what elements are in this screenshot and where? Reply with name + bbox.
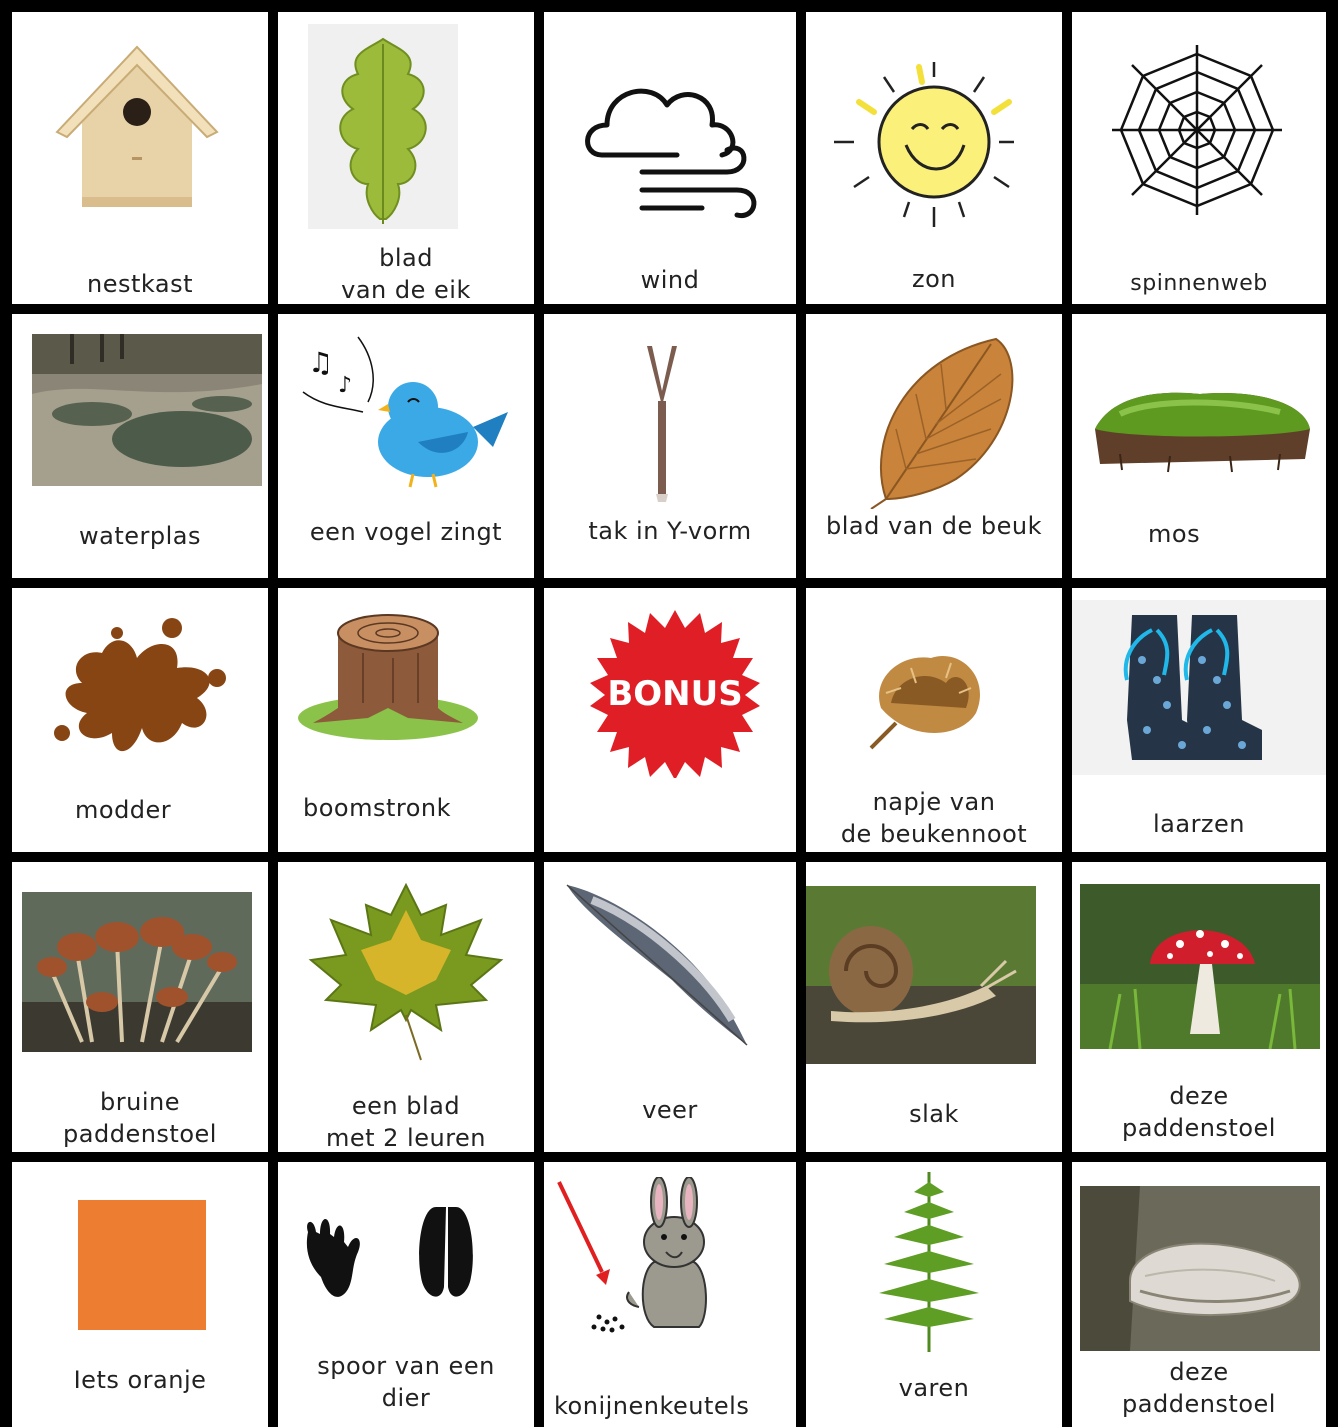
rabbit-droppings-icon	[554, 1177, 729, 1352]
card-label: nestkast	[87, 270, 193, 298]
card-label: spinnenweb	[1130, 271, 1268, 296]
card-beuk	[806, 314, 1062, 578]
card-zon	[806, 12, 1062, 304]
card-blad-leuren	[278, 862, 534, 1152]
card-label: een vogel zingt	[309, 518, 503, 546]
card-spinnenweb	[1072, 12, 1326, 304]
brown-mushrooms-icon	[22, 892, 252, 1052]
card-label: blad van de eik	[341, 244, 471, 304]
orange-square-icon	[78, 1200, 206, 1330]
card-waterplas	[12, 314, 268, 578]
oak-leaf-icon	[308, 24, 458, 229]
spiderweb-icon	[1107, 40, 1287, 220]
card-iets-oranje	[12, 1162, 268, 1427]
mud-splat-icon	[42, 613, 232, 763]
animal-tracks-icon	[296, 1192, 496, 1307]
card-wind	[544, 12, 796, 304]
snail-icon	[806, 886, 1036, 1064]
bonus-badge-icon	[590, 608, 760, 778]
tree-stump-icon	[293, 608, 483, 743]
svg-text:♫: ♫	[308, 346, 334, 379]
card-spoor	[278, 1162, 534, 1427]
card-label: bruine paddenstoel	[63, 1088, 217, 1148]
card-vogel	[278, 314, 534, 578]
card-label: varen	[898, 1374, 970, 1402]
feather-icon	[562, 880, 752, 1050]
card-label: blad van de beuk	[826, 512, 1042, 540]
card-label: deze paddenstoel	[1122, 1358, 1276, 1418]
moss-icon	[1090, 384, 1315, 474]
card-deze-paddenstoel-1	[1072, 862, 1326, 1152]
card-bonus[interactable]	[544, 588, 796, 852]
card-label: boomstronk	[303, 794, 452, 822]
card-blad-eik	[278, 12, 534, 304]
beechnut-husk-icon	[861, 638, 1001, 758]
bonus-badge-text: BONUS	[607, 674, 743, 714]
card-label: napje van de beukennoot	[840, 788, 1028, 848]
card-label: konijnenkeutels	[554, 1392, 750, 1420]
card-boomstronk	[278, 588, 534, 852]
card-label: zon	[912, 265, 956, 293]
card-label: slak	[909, 1100, 959, 1128]
card-modder	[12, 588, 268, 852]
beech-leaf-icon	[826, 319, 1046, 509]
card-label: modder	[75, 796, 172, 824]
card-label: tak in Y-vorm	[588, 517, 752, 545]
card-label: waterplas	[79, 522, 201, 550]
puddle-photo-icon	[32, 334, 262, 486]
card-slak	[806, 862, 1062, 1152]
card-label: wind	[640, 266, 700, 294]
card-napje	[806, 588, 1062, 852]
wind-cloud-icon	[582, 60, 762, 230]
fly-agaric-icon	[1080, 884, 1320, 1049]
smiling-sun-icon	[824, 57, 1024, 232]
card-label: een blad met 2 leuren	[325, 1092, 487, 1152]
card-nestkast	[12, 12, 268, 304]
y-branch-icon	[642, 346, 682, 506]
card-konijnenkeutels	[544, 1162, 796, 1427]
card-label: veer	[642, 1096, 698, 1124]
singing-bird-icon	[298, 332, 513, 492]
card-label: spoor van een dier	[317, 1352, 495, 1412]
card-tak	[544, 314, 796, 578]
card-label: Iets oranje	[73, 1366, 207, 1394]
card-label: deze paddenstoel	[1122, 1082, 1276, 1142]
card-deze-paddenstoel-2	[1072, 1162, 1326, 1427]
bracket-fungus-icon	[1080, 1186, 1320, 1351]
birdhouse-icon	[42, 37, 232, 217]
fern-icon	[854, 1167, 1004, 1357]
svg-text:♪: ♪	[338, 373, 353, 398]
card-veer	[544, 862, 796, 1152]
card-label: laarzen	[1152, 810, 1246, 838]
maple-leaf-icon	[306, 880, 506, 1065]
rain-boots-icon	[1072, 600, 1326, 775]
card-mos	[1072, 314, 1326, 578]
card-varen	[806, 1162, 1062, 1427]
card-laarzen	[1072, 588, 1326, 852]
card-label: mos	[1148, 520, 1201, 548]
card-bruine-paddenstoel	[12, 862, 268, 1152]
